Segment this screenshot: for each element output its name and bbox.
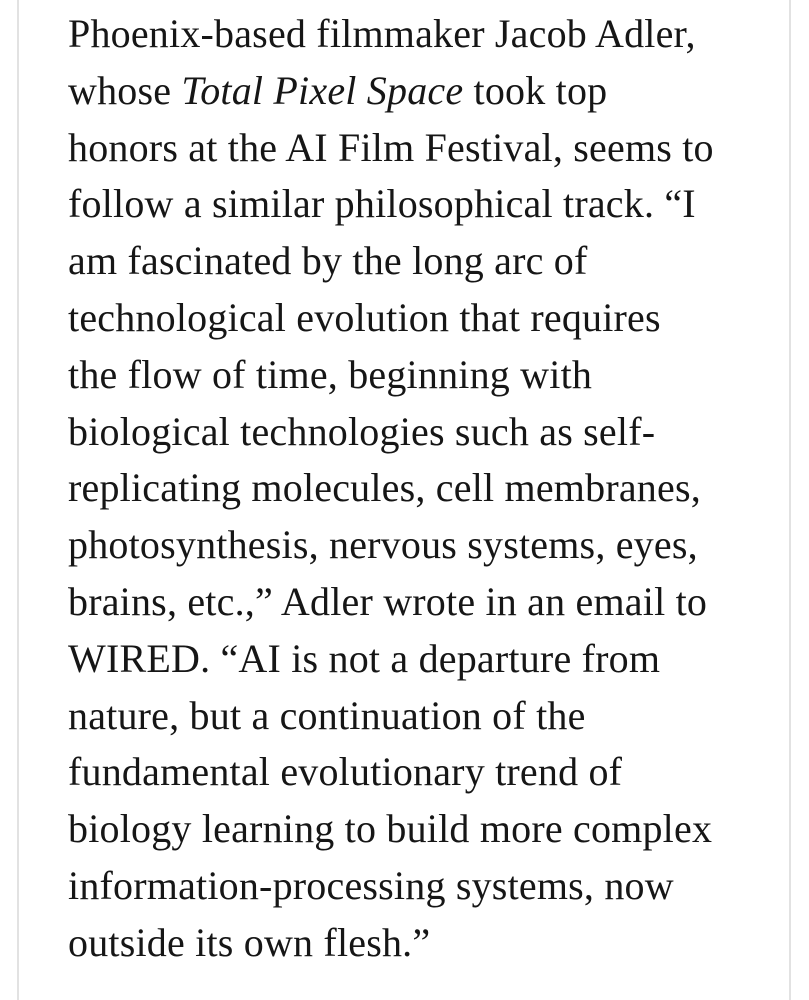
paragraph-text-run: follow a similar philosophical track. “I: [68, 181, 696, 227]
paragraph-text-run: information-processing systems, now: [68, 862, 674, 908]
article-paragraph: [68, 0, 779, 972]
paragraph-text-run: fundamental evolutionary trend of: [68, 749, 623, 795]
paragraph-text-run: photosynthesis, nervous systems, eyes,: [68, 522, 698, 568]
paragraph-text-run: WIRED. “AI is not a departure from: [68, 635, 661, 681]
paragraph-line: [68, 6, 779, 63]
paragraph-line: [68, 347, 779, 404]
paragraph-text-run: biology learning to build more complex: [68, 806, 713, 852]
paragraph-line: [68, 404, 779, 461]
paragraph-text-run: technological evolution that requires: [68, 294, 661, 340]
paragraph-text-run: nature, but a continuation of the: [68, 692, 586, 738]
paragraph-text-run: outside its own flesh.”: [68, 919, 431, 965]
paragraph-text-run: honors at the AI Film Festival, seems to: [68, 124, 714, 170]
paragraph-line: [68, 120, 779, 177]
paragraph-line: [68, 744, 779, 801]
paragraph-text-run: biological technologies such as self-: [68, 408, 656, 454]
paragraph-line: [68, 460, 779, 517]
right-column-rule: [789, 0, 791, 1000]
paragraph-line: [68, 63, 779, 120]
paragraph-text-run: brains, etc.,” Adler wrote in an email to: [68, 578, 708, 624]
paragraph-line: [68, 517, 779, 574]
paragraph-line: [68, 858, 779, 915]
paragraph-line: [68, 915, 779, 972]
paragraph-text-run: Phoenix-based filmmaker Jacob Adler,: [68, 11, 696, 56]
paragraph-text-run: am fascinated by the long arc of: [68, 238, 588, 284]
left-column-rule: [17, 0, 19, 1000]
paragraph-text-run: replicating molecules, cell membranes,: [68, 465, 701, 511]
paragraph-text-run: took top: [463, 67, 608, 113]
italic-film-title: Total Pixel Space: [181, 67, 464, 113]
paragraph-line: [68, 801, 779, 858]
paragraph-line: [68, 290, 779, 347]
paragraph-line: [68, 233, 779, 290]
paragraph-line: [68, 688, 779, 745]
paragraph-text-run: whose: [68, 67, 182, 113]
paragraph-line: [68, 631, 779, 688]
paragraph-text-run: the flow of time, beginning with: [68, 351, 593, 397]
paragraph-line: [68, 176, 779, 233]
paragraph-line: [68, 574, 779, 631]
